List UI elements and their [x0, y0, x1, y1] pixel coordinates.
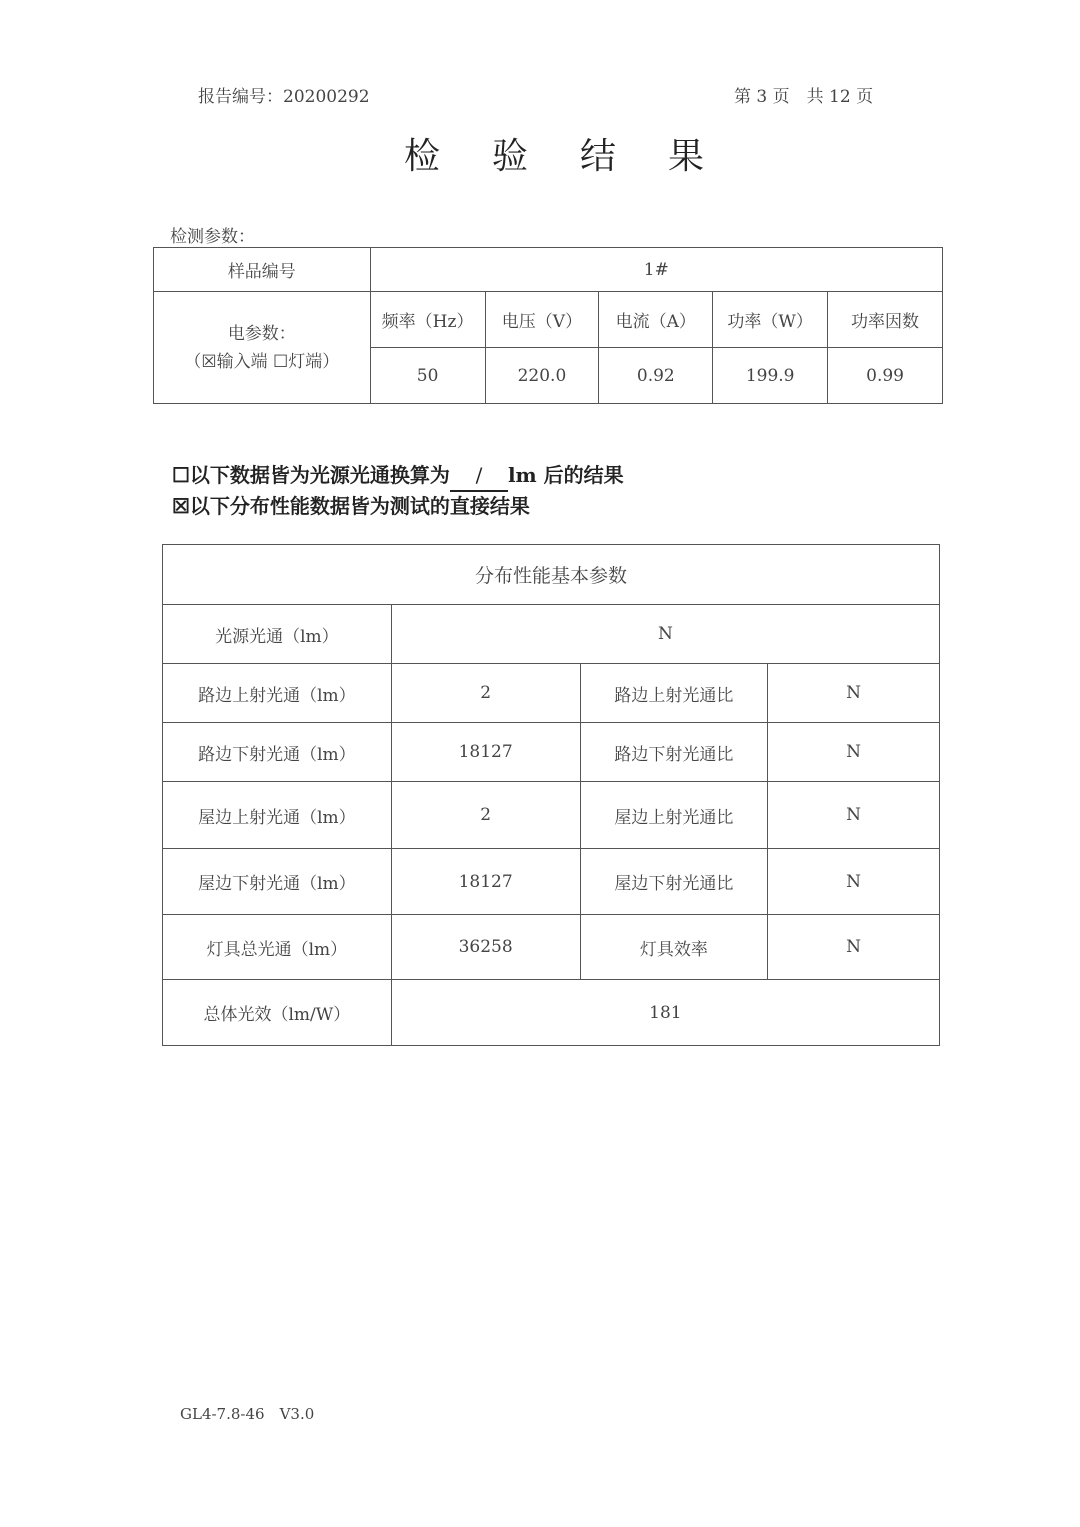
row-label: 屋边下射光通（lm）: [163, 849, 392, 915]
dist-title-row: [163, 545, 940, 605]
col-current: 电流（A）: [599, 292, 713, 348]
sample-row: [154, 248, 943, 292]
table-row: [163, 723, 940, 782]
distribution-table: [162, 544, 940, 1046]
form-code: GL4-7.8-46 V3.0: [180, 1405, 315, 1423]
efficacy-row: [163, 980, 940, 1046]
elec-label-line1: 电参数：: [227, 323, 296, 344]
params-table: [153, 247, 943, 404]
sample-no-value: 1#: [370, 248, 942, 292]
efficacy-label: 总体光效（lm/W）: [163, 980, 392, 1046]
row-ratio-value: N: [768, 915, 940, 980]
elec-label-cell: [154, 292, 371, 404]
row-ratio-label: 屋边下射光通比: [580, 849, 768, 915]
table-row: [163, 915, 940, 980]
note-line-1: [172, 461, 624, 492]
row-value: 2: [391, 782, 580, 849]
table-row: [163, 664, 940, 723]
source-flux-row: [163, 605, 940, 664]
title-char: 检: [404, 136, 441, 177]
row-label: 屋边上射光通（lm）: [163, 782, 392, 849]
efficacy-value: 181: [391, 980, 939, 1046]
row-ratio-label: 灯具效率: [580, 915, 768, 980]
row-label: 路边上射光通（lm）: [163, 664, 392, 723]
row-ratio-value: N: [768, 723, 940, 782]
dist-title: 分布性能基本参数: [163, 545, 940, 605]
notes: [172, 461, 624, 521]
params-label: 检测参数：: [170, 227, 255, 247]
val-power: 199.9: [713, 348, 828, 404]
title-char: 结: [580, 136, 617, 177]
row-label: 路边下射光通（lm）: [163, 723, 392, 782]
val-power-factor: 0.99: [828, 348, 943, 404]
sample-no-label: 样品编号: [154, 248, 371, 292]
table-row: [163, 849, 940, 915]
val-voltage: 220.0: [485, 348, 599, 404]
row-value: 2: [391, 664, 580, 723]
row-label: 灯具总光通（lm）: [163, 915, 392, 980]
elec-header-row: [154, 292, 943, 348]
col-power: 功率（W）: [713, 292, 828, 348]
val-current: 0.92: [599, 348, 713, 404]
note-1-blank: /: [450, 461, 508, 492]
note-1-suffix: lm 后的结果: [507, 463, 624, 487]
title-char: 验: [492, 136, 529, 177]
row-ratio-value: N: [768, 664, 940, 723]
row-value: 36258: [391, 915, 580, 980]
source-flux-label: 光源光通（lm）: [163, 605, 392, 664]
col-frequency: 频率（Hz）: [370, 292, 485, 348]
row-ratio-label: 路边上射光通比: [580, 664, 768, 723]
note-1-prefix: ☐以下数据皆为光源光通换算为: [172, 463, 450, 487]
row-value: 18127: [391, 849, 580, 915]
elec-label-line2: （☒输入端 ☐灯端）: [184, 351, 340, 372]
col-voltage: 电压（V）: [485, 292, 599, 348]
table-row: [163, 782, 940, 849]
row-value: 18127: [391, 723, 580, 782]
row-ratio-label: 屋边上射光通比: [580, 782, 768, 849]
row-ratio-value: N: [768, 849, 940, 915]
row-ratio-value: N: [768, 782, 940, 849]
title-char: 果: [668, 136, 705, 177]
col-power-factor: 功率因数: [828, 292, 943, 348]
report-number: 报告编号：20200292: [198, 87, 370, 107]
note-line-2: ☒以下分布性能数据皆为测试的直接结果: [172, 494, 530, 518]
page-title: [404, 128, 704, 179]
val-frequency: 50: [370, 348, 485, 404]
page-info: 第 3 页 共 12 页: [734, 87, 874, 107]
source-flux-value: N: [391, 605, 939, 664]
row-ratio-label: 路边下射光通比: [580, 723, 768, 782]
